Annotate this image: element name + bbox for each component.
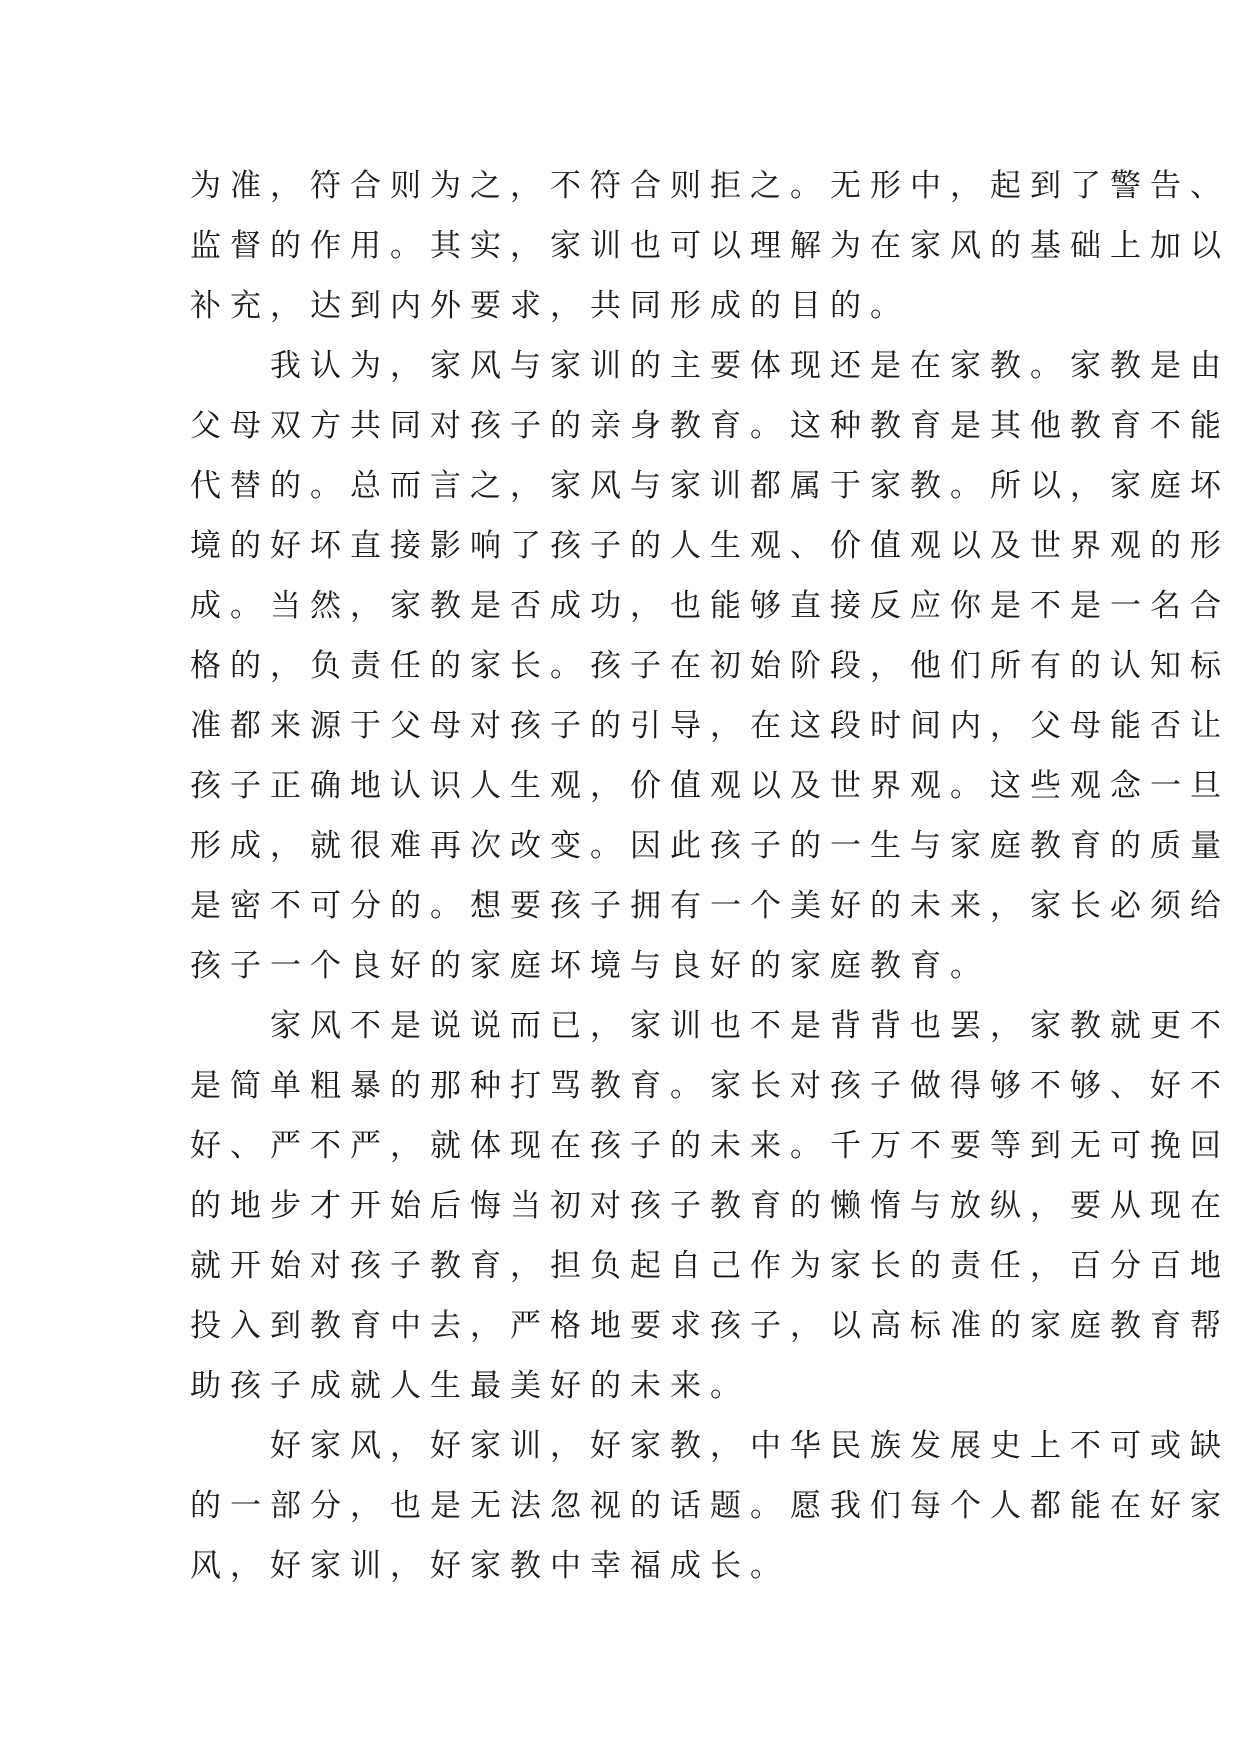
text-line: 孩子正确地认识人生观，价值观以及世界观。这些观念一旦 — [190, 768, 1230, 804]
text-line: 为准，符合则为之，不符合则拒之。无形中，起到了警告、 — [190, 168, 1230, 204]
text-line: 风，好家训，好家教中幸福成长。 — [190, 1548, 790, 1584]
text-line: 监督的作用。其实，家训也可以理解为在家风的基础上加以 — [190, 228, 1230, 264]
text-line: 代替的。总而言之，家风与家训都属于家教。所以，家庭坏 — [190, 468, 1230, 504]
text-line: 境的好坏直接影响了孩子的人生观、价值观以及世界观的形 — [190, 528, 1230, 564]
text-line: 是简单粗暴的那种打骂教育。家长对孩子做得够不够、好不 — [190, 1068, 1230, 1104]
text-line: 我认为，家风与家训的主要体现还是在家教。家教是由 — [190, 348, 1230, 384]
text-line: 父母双方共同对孩子的亲身教育。这种教育是其他教育不能 — [190, 408, 1230, 444]
text-line: 孩子一个良好的家庭坏境与良好的家庭教育。 — [190, 948, 990, 984]
text-line: 形成，就很难再次改变。因此孩子的一生与家庭教育的质量 — [190, 828, 1230, 864]
text-line: 成。当然，家教是否成功，也能够直接反应你是不是一名合 — [190, 588, 1230, 624]
text-line: 格的，负责任的家长。孩子在初始阶段，他们所有的认知标 — [190, 648, 1230, 684]
text-line: 准都来源于父母对孩子的引导，在这段时间内，父母能否让 — [190, 708, 1230, 744]
text-line: 好、严不严，就体现在孩子的未来。千万不要等到无可挽回 — [190, 1128, 1230, 1164]
text-line: 家风不是说说而已，家训也不是背背也罢，家教就更不 — [190, 1008, 1230, 1044]
text-line: 的地步才开始后悔当初对孩子教育的懒惰与放纵，要从现在 — [190, 1188, 1230, 1224]
document-body — [190, 156, 1230, 1596]
text-line: 助孩子成就人生最美好的未来。 — [190, 1368, 750, 1404]
text-line: 就开始对孩子教育，担负起自己作为家长的责任，百分百地 — [190, 1248, 1230, 1284]
text-line: 好家风，好家训，好家教，中华民族发展史上不可或缺 — [190, 1428, 1230, 1464]
text-line: 补充，达到内外要求，共同形成的目的。 — [190, 288, 910, 324]
text-line: 投入到教育中去，严格地要求孩子，以高标准的家庭教育帮 — [190, 1308, 1230, 1344]
text-line: 的一部分，也是无法忽视的话题。愿我们每个人都能在好家 — [190, 1488, 1230, 1524]
text-line: 是密不可分的。想要孩子拥有一个美好的未来，家长必须给 — [190, 888, 1230, 924]
